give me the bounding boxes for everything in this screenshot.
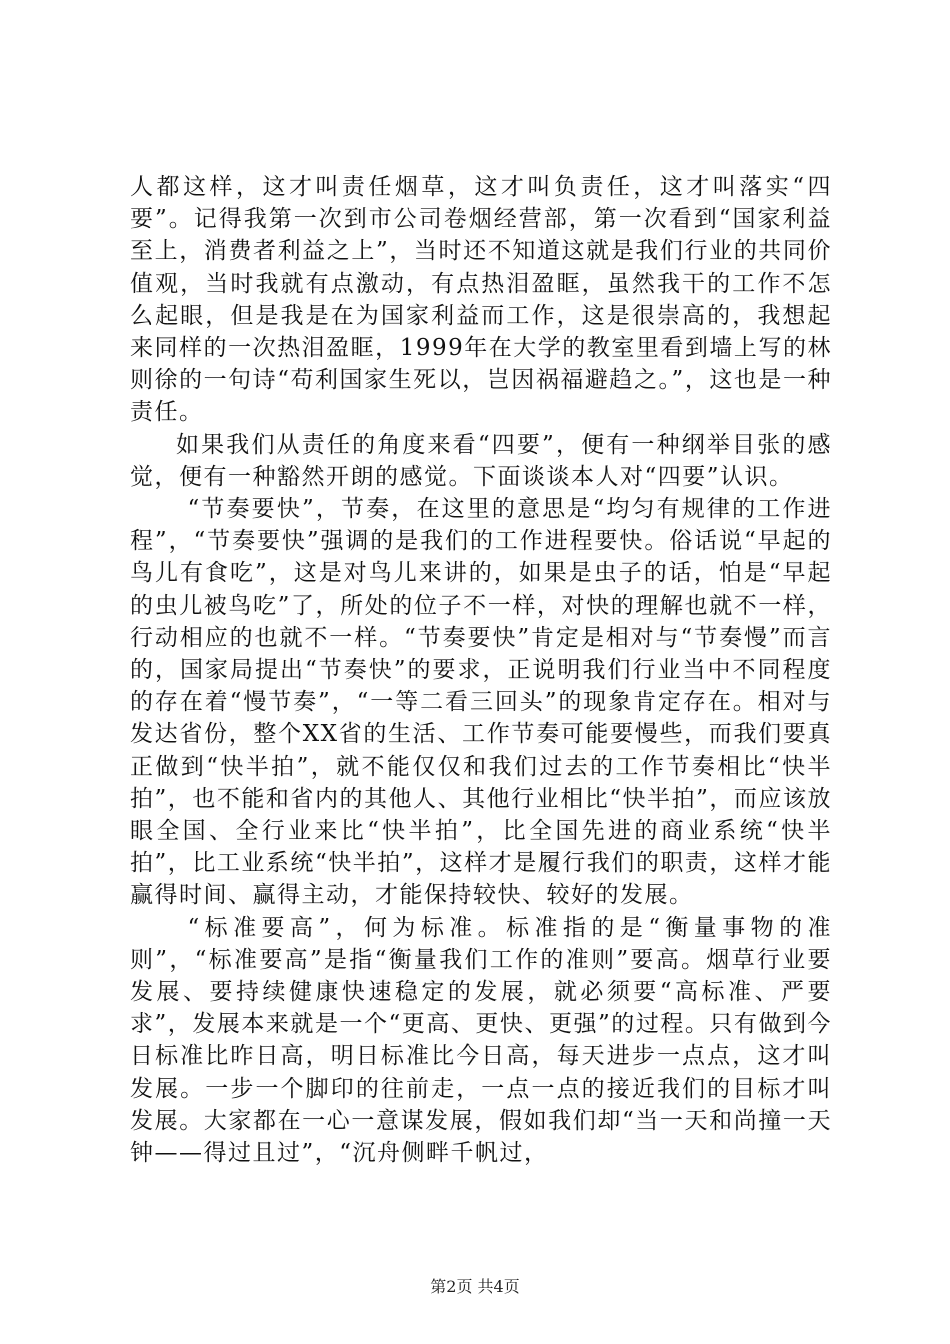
paragraph-rhythm-fast: “节奏要快”，节奏，在这里的意思是“均匀有规律的工作进程”，“节奏要快”强调的是我们的工作进程要快。俗话说“早起的鸟儿有食吃”，这是对鸟儿来讲的，如果是虫子的话，怕是“早起的虫儿被鸟吃”了，所处的位子不一样，对快的理解也就不一样，行动相应的也就不一样。“节奏要快”肯定是相对与“节奏慢”而言的，国家局提出“节奏快”的要求，正说明我们行业当中不同程度的存在着“慢节奏”，“一等二看三回头”的现象肯定存在。相对与发达省份，整个XX省的生活、工作节奏可能要慢些，而我们要真正做到“快半拍”，就不能仅仅和我们过去的工作节奏相比“快半拍”，也不能和省内的其他人、其他行业相比“快半拍”，而应该放眼全国、全行业来比“快半拍”，比全国先进的商业系统“快半拍”，比工业系统“快半拍”，这样才是履行我们的职责，这样才能赢得时间、赢得主动，才能保持较快、较好的发展。 xyxy=(130,496,832,909)
paragraph-standard-high: “标准要高”，何为标准。标准指的是“衡量事物的准则”，“标准要高”是指“衡量我们工作的准则”要高。烟草行业要发展、要持续健康快速稳定的发展，就必须要“高标准、严要求”，发展本来就是一个“更高、更快、更强”的过程。只有做到今日标准比昨日高，明日标准比今日高，每天进步一点点，这才叫发展。一步一个脚印的往前走，一点一点的接近我们的目标才叫发展。大家都在一心一意谋发展，假如我们却“当一天和尚撞一天钟——得过且过”，“沉舟侧畔千帆过， xyxy=(130,914,832,1167)
paragraph-responsibility: 人都这样，这才叫责任烟草，这才叫负责任，这才叫落实“四要”。记得我第一次到市公司卷烟经营部，第一次看到“国家利益至上，消费者利益之上”，当时还不知道这就是我们行业的共同价值观，当时我就有点激动，有点热泪盈眶，虽然我干的工作不怎么起眼，但是我是在为国家利益而工作，这是很崇高的，我想起来同样的一次热泪盈眶，1999年在大学的教室里看到墙上写的林则徐的一句诗“苟利国家生死以，岂因祸福避趋之。”，这也是一种责任。 xyxy=(130,174,832,426)
document-body xyxy=(130,171,832,1169)
paragraph-four-requirements: 如果我们从责任的角度来看“四要”，便有一种纲举目张的感觉，便有一种豁然开朗的感觉。下面谈谈本人对“四要”认识。 xyxy=(130,431,832,490)
page-footer: 第2页 共4页 xyxy=(430,1277,520,1296)
